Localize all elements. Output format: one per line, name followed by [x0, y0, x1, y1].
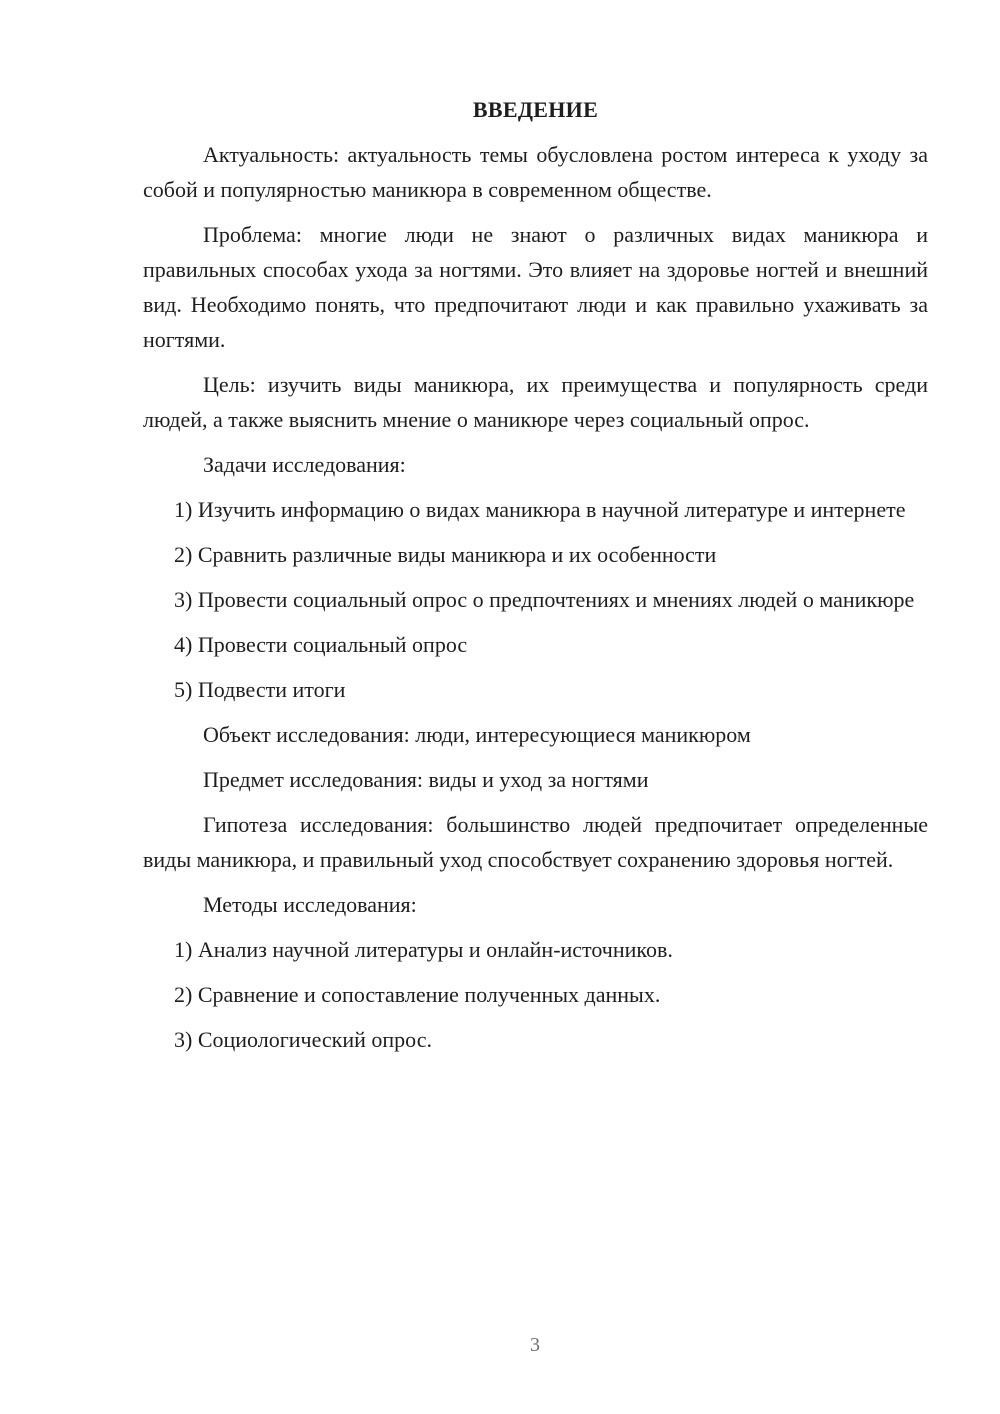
page-content	[143, 92, 928, 1067]
method-item-2: 2) Сравнение и сопоставление полученных данных.	[174, 982, 661, 1007]
goal-paragraph: Цель: изучить виды маникюра, их преимущества и популярность среди людей, а также выяснить мнение о маникюре через социальный опрос.	[143, 372, 928, 432]
research-subject: Предмет исследования: виды и уход за ногтями	[203, 767, 649, 792]
research-hypothesis: Гипотеза исследования: большинство людей предпочитает определенные виды маникюра, и правильный уход способствует сохранению здоровья ногтей.	[143, 812, 928, 872]
research-object: Объект исследования: люди, интересующиеся маникюром	[203, 722, 751, 747]
tasks-title: Задачи исследования:	[203, 452, 406, 477]
task-item-1: 1) Изучить информацию о видах маникюра в научной литературе и интернете	[174, 497, 906, 522]
task-item-2: 2) Сравнить различные виды маникюра и их особенности	[174, 542, 717, 567]
task-item-5: 5) Подвести итоги	[174, 677, 346, 702]
relevance-paragraph: Актуальность: актуальность темы обусловлена ростом интереса к уходу за собой и популярностью маникюра в современном обществе.	[143, 142, 928, 202]
method-item-3: 3) Социологический опрос.	[174, 1027, 432, 1052]
problem-paragraph: Проблема: многие люди не знают о различных видах маникюра и правильных способах ухода за ногтями. Это влияет на здоровье ногтей и внешний вид. Необходимо понять, что предпочитают люди и как правильно ухаживать за ногтями.	[143, 222, 928, 352]
task-item-3: 3) Провести социальный опрос о предпочтениях и мнениях людей о маникюре	[174, 587, 915, 612]
methods-title: Методы исследования:	[203, 892, 417, 917]
method-item-1: 1) Анализ научной литературы и онлайн-источников.	[174, 937, 673, 962]
task-item-4: 4) Провести социальный опрос	[174, 632, 468, 657]
page-number: 3	[530, 1334, 540, 1356]
section-heading: ВВЕДЕНИЕ	[472, 97, 599, 122]
